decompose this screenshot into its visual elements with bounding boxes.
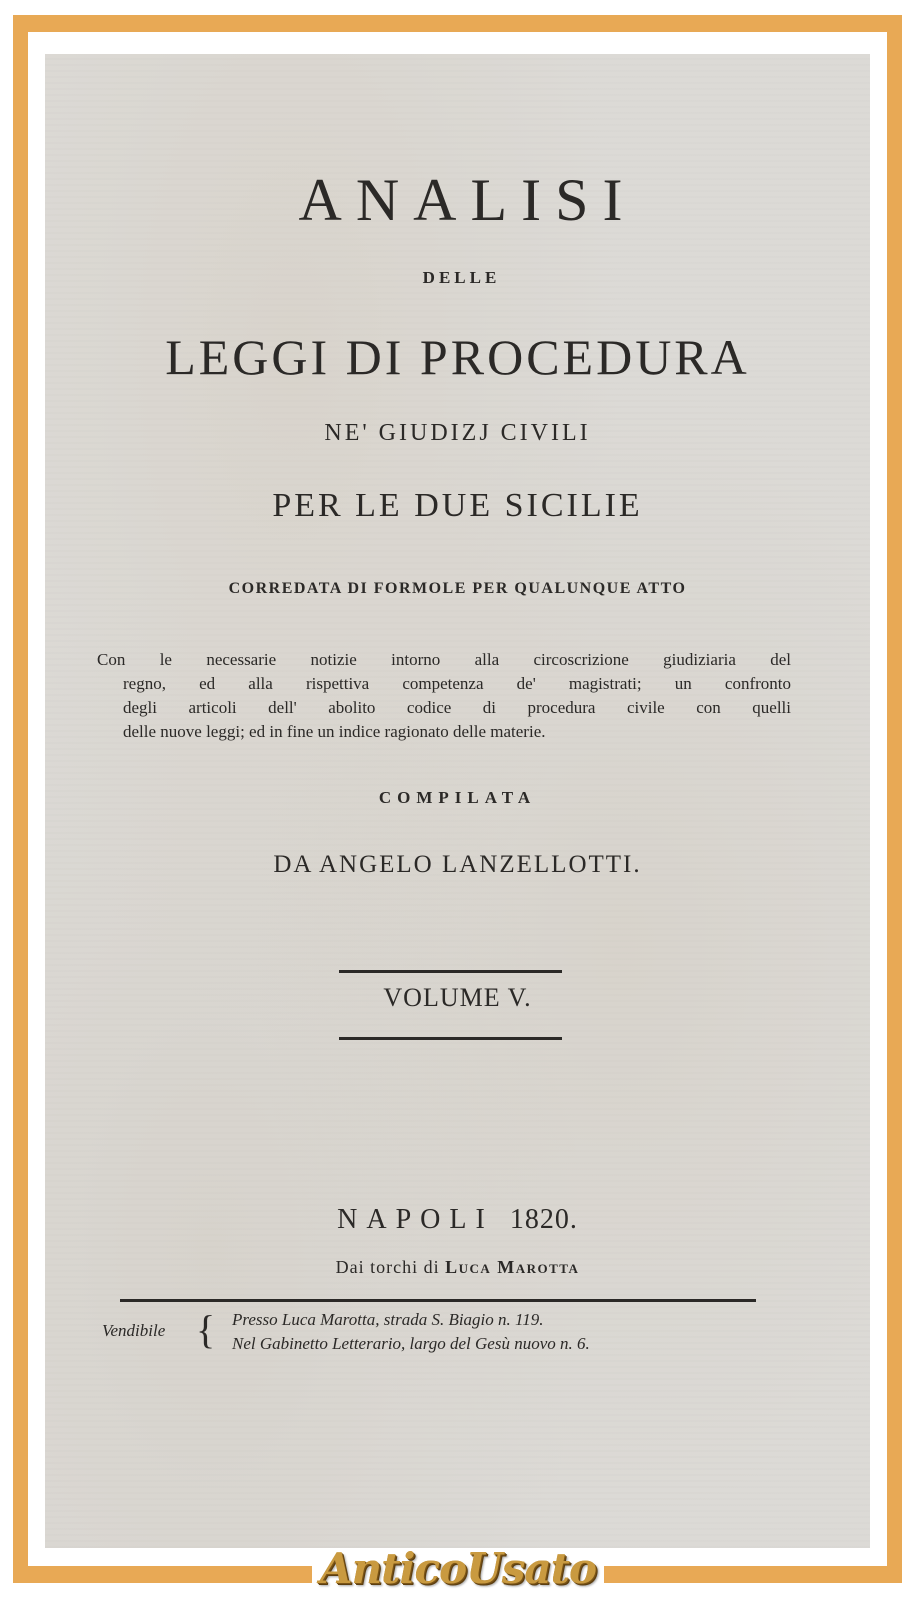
description-line: degli articoli dell' abolito codice di procedura civile con quelli (123, 698, 791, 717)
imprint-place-year (45, 1204, 870, 1236)
description-paragraph (97, 648, 791, 744)
brace-glyph: { (196, 1307, 216, 1352)
logo-text: AnticoUsato (320, 1544, 596, 1593)
title-connector: DELLE (422, 268, 501, 287)
printer-line (45, 1257, 870, 1278)
description-line: delle nuove leggi; ed in fine un indice ragionato delle materie. (123, 722, 546, 741)
volume-number: VOLUME V. (383, 983, 532, 1012)
title-page (45, 54, 870, 1548)
printer-name: Luca Marotta (445, 1257, 580, 1277)
sales-address-1: Presso Luca Marotta, strada S. Biagio n. 119. (232, 1310, 544, 1329)
book-title: ANALISI (298, 167, 637, 233)
sales-label: Vendibile (102, 1321, 166, 1340)
tagline: CORREDATA DI FORMOLE PER QUALUNQUE ATTO (228, 580, 687, 597)
author-name: DA ANGELO LANZELLOTTI. (273, 851, 642, 878)
description-line: regno, ed alla rispettiva competenza de' magistrati; un confronto (123, 674, 791, 693)
imprint-year: 1820. (509, 1204, 578, 1235)
compiled-label: COMPILATA (378, 788, 537, 807)
volume-rule-top (339, 970, 562, 973)
imprint-city: NAPOLI (337, 1204, 494, 1235)
printer-prefix: Dai torchi di (335, 1257, 440, 1277)
imprint-rule (120, 1299, 756, 1302)
subtitle-civil-judgments: NE' GIUDIZJ CIVILI (324, 420, 591, 446)
volume-rule-bottom (339, 1037, 562, 1040)
subtitle-two-sicilies: PER LE DUE SICILIE (272, 487, 643, 524)
description-line: Con le necessarie notizie intorno alla circoscrizione giudiziaria del (97, 650, 791, 669)
main-title: LEGGI DI PROCEDURA (165, 329, 750, 385)
sales-address-2: Nel Gabinetto Letterario, largo del Gesù nuovo n. 6. (232, 1334, 590, 1353)
watermark-logo (312, 1540, 604, 1598)
